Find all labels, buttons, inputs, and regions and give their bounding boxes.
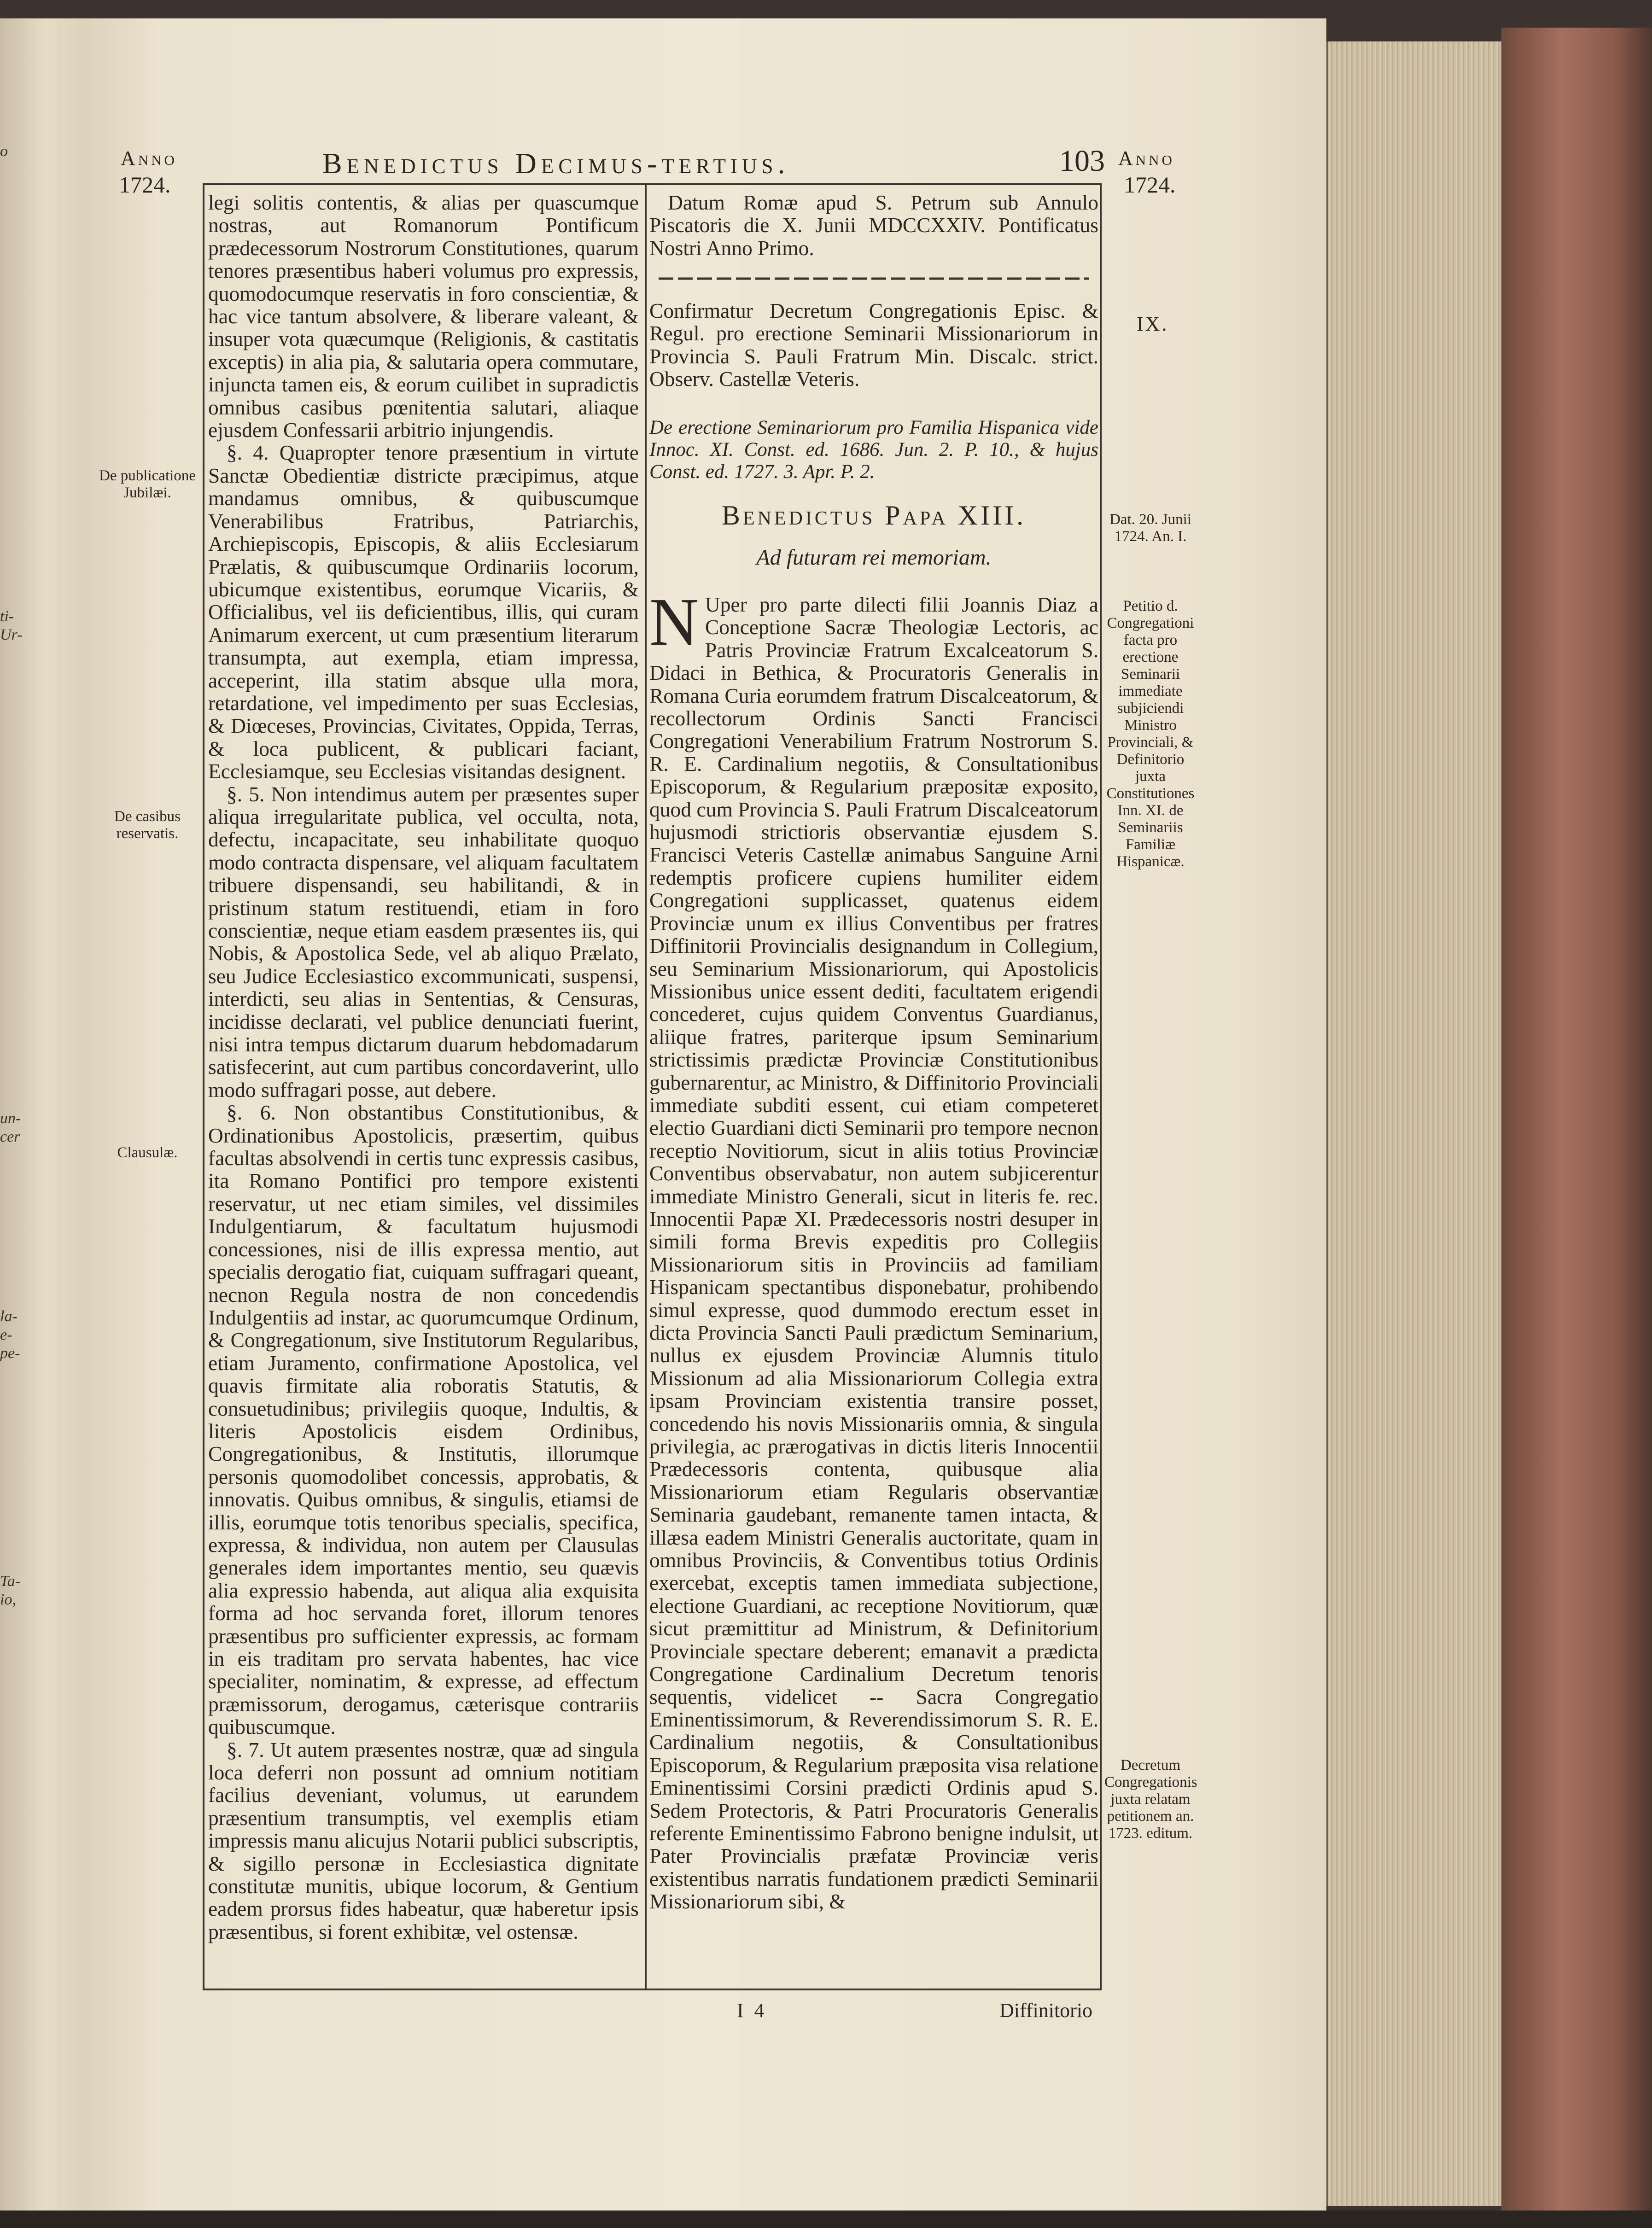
right-body-paragraph: Uper pro parte dilecti filii Joannis Diaz a Conceptione Sacræ Theologiæ Lectoris, ac Patris Provinciæ Fratrum Excalceatorum S. Didaci in Bethica, & Procuratoris Generalis in Romana Curia eorumdem fratrum Discalceatorum, & recollectorum Ordinis Sancti Francisci Congregationi Venerabilium Fratrum Nostrorum S. R. E. Cardinalium negotiis, & Consultationibus Episcoporum, & Regularium præpositæ exposito, quod cum Provincia S. Pauli Fratrum Discalceatorum hujusmodi strictioris observantiæ ejusdem S. Francisci Veteris Castellæ animabus Sanguine Arni redemptis proficere cupiens humiliter eidem Congregationi supplicasset, quatenus eidem Provinciæ unum ex illius Conventibus per fratres Diffinitorii Provincialis designandum in Collegium, seu Seminarium Missionariorum, qui Apostolicis Missionibus unice essent dediti, facultatem erigendi concederet, cujus quidem Conventus Guardianus, aliique fratres, pariterque ipsum Seminarium strictissimis prædictæ Provinciæ Constitutionibus gubernarentur, ac Ministro, & Diffinitorio Provinciali immediate subditi essent, cui etiam competeret electio Guardiani dicti Seminarii pro tempore necnon receptio Novitiorum, sicut in aliis totius Provinciæ Conventibus observabatur, non autem subjicerentur immediate Ministro Generali, sicut in literis fe. rec. Innocentii Papæ XI. Prædecessoris nostri desuper in simili forma Brevis expeditis pro Collegiis Missionariorum sitis in Provinciis ad familiam Hispanicam spectantibus disponebatur, prohibendo simul expresse, quod dummodo erectum esset in dicta Provincia Sancti Pauli prædictum Seminarium, nullus ex ejusdem Provinciæ Alumnis titulo Missionum ad alia Missionariorum Collegia extra ipsam Provinciam existentia transire posset, concedendo his novis Missionariis omnia, & singula privilegia, ac prærogativas in dictis literis Innocentii Prædecessoris contenta, quibusque alia Missionariorum etiam Regularis observantiæ Seminaria gaudebant, remanente tamen intacta, & illæsa eadem Ministri Generalis auctoritate, quam in omnibus Provinciis, & Conventibus totius Ordinis exercebat, exceptis tamen immediata subjectione, electione Guardiani, ac receptione Novitiorum, quæ sicut præmittitur ad Ministrum, & Definitorium Provinciale spectare deberent; emanavit a prædicta Congregatione Cardinalium Decretum tenoris sequentis, videlicet -- Sacra Congregatio Eminentissimorum, & Reverendissimorum S. R. E. Cardinalium negotiis, & Consultationibus Episcoporum, & Regularium præposita visa relatione Eminentissimi Corsini prædicti Ordinis apud S. Sedem Protectoris, & Patri Procuratoris Generalis referente Eminentissimo Fabrono benigne indulsit, ut Pater Provincialis præfatæ Provinciæ veris existentibus narratis fundationem prædicti Seminarii Missionariorum sibi, & — [649, 593, 1098, 1913]
opening-formula: Ad futuram rei memoriam. — [756, 545, 992, 570]
left-edge-fragment: o — [0, 143, 8, 160]
page-number: 103 — [1059, 144, 1105, 178]
center-column-rule — [645, 183, 647, 1989]
right-body-text — [649, 584, 1098, 1913]
left-paragraph: legi solitis contentis, & alias per quascumque nostras, aut Romanorum Pontificum prædecessorum Nostrorum Constitutiones, quarum tenores præsentibus haberi volumus pro expressis, quomodocumque reservatis in foro conscientiæ, & hac vice tantum absolvere, & liberare valeant, & insuper vota quæcumque (Religionis, & castitatis exceptis) in alia pia, & salutaria opera commutare, injuncta tamen eis, & eorum cuilibet in supradictis omnibus casibus pœnitentia salutari, aliaque ejusdem Confessarii arbitrio injungendis. — [208, 191, 639, 442]
running-title: Benedictus Decimus-tertius. — [322, 147, 790, 180]
margin-note-casibus: De casibus reservatis. — [114, 808, 181, 842]
header-anno-right: Anno — [1118, 147, 1175, 169]
gathering-signature: I 4 — [737, 1999, 767, 2022]
margin-note-dat: Dat. 20. Junii 1724. An. I. — [1109, 511, 1191, 545]
left-edge-fragment: un- — [0, 1110, 21, 1127]
reference-note: De erectione Seminariorum pro Familia Hispanica vide Innoc. XI. Const. ed. 1686. Jun. 2. P. 10., & hujus Const. ed. 1727. 3. Apr. P. 2. — [649, 417, 1098, 483]
left-edge-fragment: io, — [0, 1591, 16, 1608]
left-column-rule — [203, 183, 204, 1989]
margin-note-petitio: Petitio d. Congregationi facta pro erectione Seminarii immediate subjiciendi Ministro Provinciali, & Definitorio juxta Constitutiones Inn. XI. de Seminariis Familiæ Hispanicæ. — [1106, 598, 1195, 870]
left-column — [208, 191, 639, 1943]
left-edge-fragment: Ur- — [0, 626, 23, 643]
left-edge-fragment: la- — [0, 1308, 18, 1325]
left-paragraph: §. 4. Quapropter tenore præsentium in virtute Sanctæ Obedientiæ districte præcipimus, atque mandamus omnibus, & quibuscumque Venerabilibus Fratribus, Patriarchis, Archiepiscopis, Episcopis, & aliis Ecclesiarum Prælatis, & quibuscumque Ordinariis locorum, ubicumque existentibus, eorumque Vicariis, & Officialibus, vel iis deficientibus, illis, qui curam Animarum exercent, ut cum præsentium literarum transumpta, aut exempla, etiam impressa, acceperint, illa statim absque ulla mora, retardatione, vel impedimento per suas Ecclesias, & Diœceses, Provincias, Civitates, Oppida, Terras, & loca publicent, & publicari faciant, Ecclesiamque, seu Ecclesias visitandas designent. — [208, 441, 639, 783]
header-year-right: 1724. — [1124, 172, 1176, 198]
dashed-divider — [649, 272, 1098, 286]
left-edge-fragment: cer — [0, 1128, 20, 1145]
catchword: Diffinitorio — [999, 1999, 1093, 2022]
section-divider — [649, 272, 1098, 286]
drop-cap: N — [649, 584, 699, 660]
margin-note-publicatione: De publicatione Jubilæi. — [99, 467, 196, 501]
left-edge-fragment: Ta- — [0, 1573, 21, 1590]
footer-rule — [203, 1989, 1102, 1990]
section-number: IX. — [1137, 313, 1169, 335]
left-page-edge — [0, 18, 84, 2211]
right-column-rule — [1100, 183, 1102, 1989]
margin-note-decretum: Decretum Congregationis juxta relatam petitionem an. 1723. editum. — [1104, 1757, 1197, 1842]
left-paragraph: §. 7. Ut autem præsentes nostræ, quæ ad singula loca deferri non possunt ad omnium notitiam facilius deveniant, volumus, ut earundem præsentium transumptis, vel exemplis etiam impressis manu alicujus Notarii publici subscriptis, & sigillo personæ in Ecclesiastica dignitate constitutæ munitis, ubique locorum, & Gentium eadem prorsus fides habeatur, quæ haberetur ipsis præsentibus, si forent exhibitæ, vel ostensæ. — [208, 1738, 639, 1943]
header-anno-left: Anno — [121, 147, 177, 169]
book-fore-edge — [1326, 41, 1503, 2206]
datum-paragraph: Datum Romæ apud S. Petrum sub Annulo Piscatoris die X. Junii MDCCXXIV. Pontificatus Nostri Anno Primo. — [649, 191, 1098, 260]
book-cover — [1501, 28, 1652, 2228]
left-edge-fragment: pe- — [0, 1345, 20, 1362]
summary-paragraph: Confirmatur Decretum Congregationis Episc. & Regul. pro erectione Seminarii Missionariorum in Provincia S. Pauli Fratrum Min. Discalc. strict. Observ. Castellæ Veteris. — [649, 299, 1098, 391]
header-year-left: 1724. — [119, 172, 171, 198]
scan-background — [0, 2211, 1652, 2228]
left-edge-fragment: ti- — [0, 608, 14, 625]
papal-heading: Benedictus Papa XIII. — [721, 500, 1027, 531]
left-edge-fragment: e- — [0, 1326, 12, 1343]
header-rule — [203, 183, 1100, 185]
margin-note-clausulae: Clausulæ. — [117, 1144, 178, 1161]
left-paragraph: §. 5. Non intendimus autem per præsentes super aliqua irregularitate publica, vel occulta, nota, defectu, incapacitate, seu inhabilitate quoquo modo contracta dispensare, vel aliquam facultatem tribuere dispensandi, seu habilitandi, & in pristinum statum restituendi, etiam in foro conscientiæ, neque etiam easdem præsentes iis, qui Nobis, & Apostolica Sede, vel ab aliquo Prælato, seu Judice Ecclesiastico excommunicati, suspensi, interdicti, seu alias in Sententias, & Censuras, incidisse declarati, vel publice denunciati fuerint, nisi intra tempus dictarum duarum hebdomadarum satisfecerint, aut cum partibus concordaverint, ullo modo suffragari posse, aut debere. — [208, 782, 639, 1102]
left-paragraph: §. 6. Non obstantibus Constitutionibus, & Ordinationibus Apostolicis, præsertim, quibus facultas absolvendi in certis tunc expressis casibus, ita Romano Pontifici pro tempore existenti reservatur, ut nec etiam similes, vel dissimiles Indulgentiarum, & facultatum hujusmodi concessiones, nisi de illis expressa mentio, aut specialis derogatio fiat, cuiquam suffragari queant, necnon Regula nostra de non concedendis Indulgentiis ad instar, ac quorumcumque Ordinum, & Congregationum, sive Institutorum Regularibus, etiam Juramento, confirmatione Apostolica, vel quavis firmitate alia roboratis Statutis, & consuetudinibus; privilegiis quoque, Indultis, & literis Apostolicis eisdem Ordinibus, Congregationibus, & Institutis, illorumque personis quomodolibet concessis, approbatis, & innovatis. Quibus omnibus, & singulis, etiamsi de illis, eorumque totis tenoribus specialis, specifica, expressa, & individua, non autem per Clausulas generales idem importantes mentio, seu quævis alia expressio habenda, aut aliqua alia exquisita forma ad hoc servanda foret, illorum tenores præsentibus pro sufficienter expressis, ac formam in eis traditam pro servata habentes, hac vice specialiter, nominatim, & expresse, ad effectum præmissorum, derogamus, cæterisque contrariis quibuscumque. — [208, 1101, 639, 1739]
